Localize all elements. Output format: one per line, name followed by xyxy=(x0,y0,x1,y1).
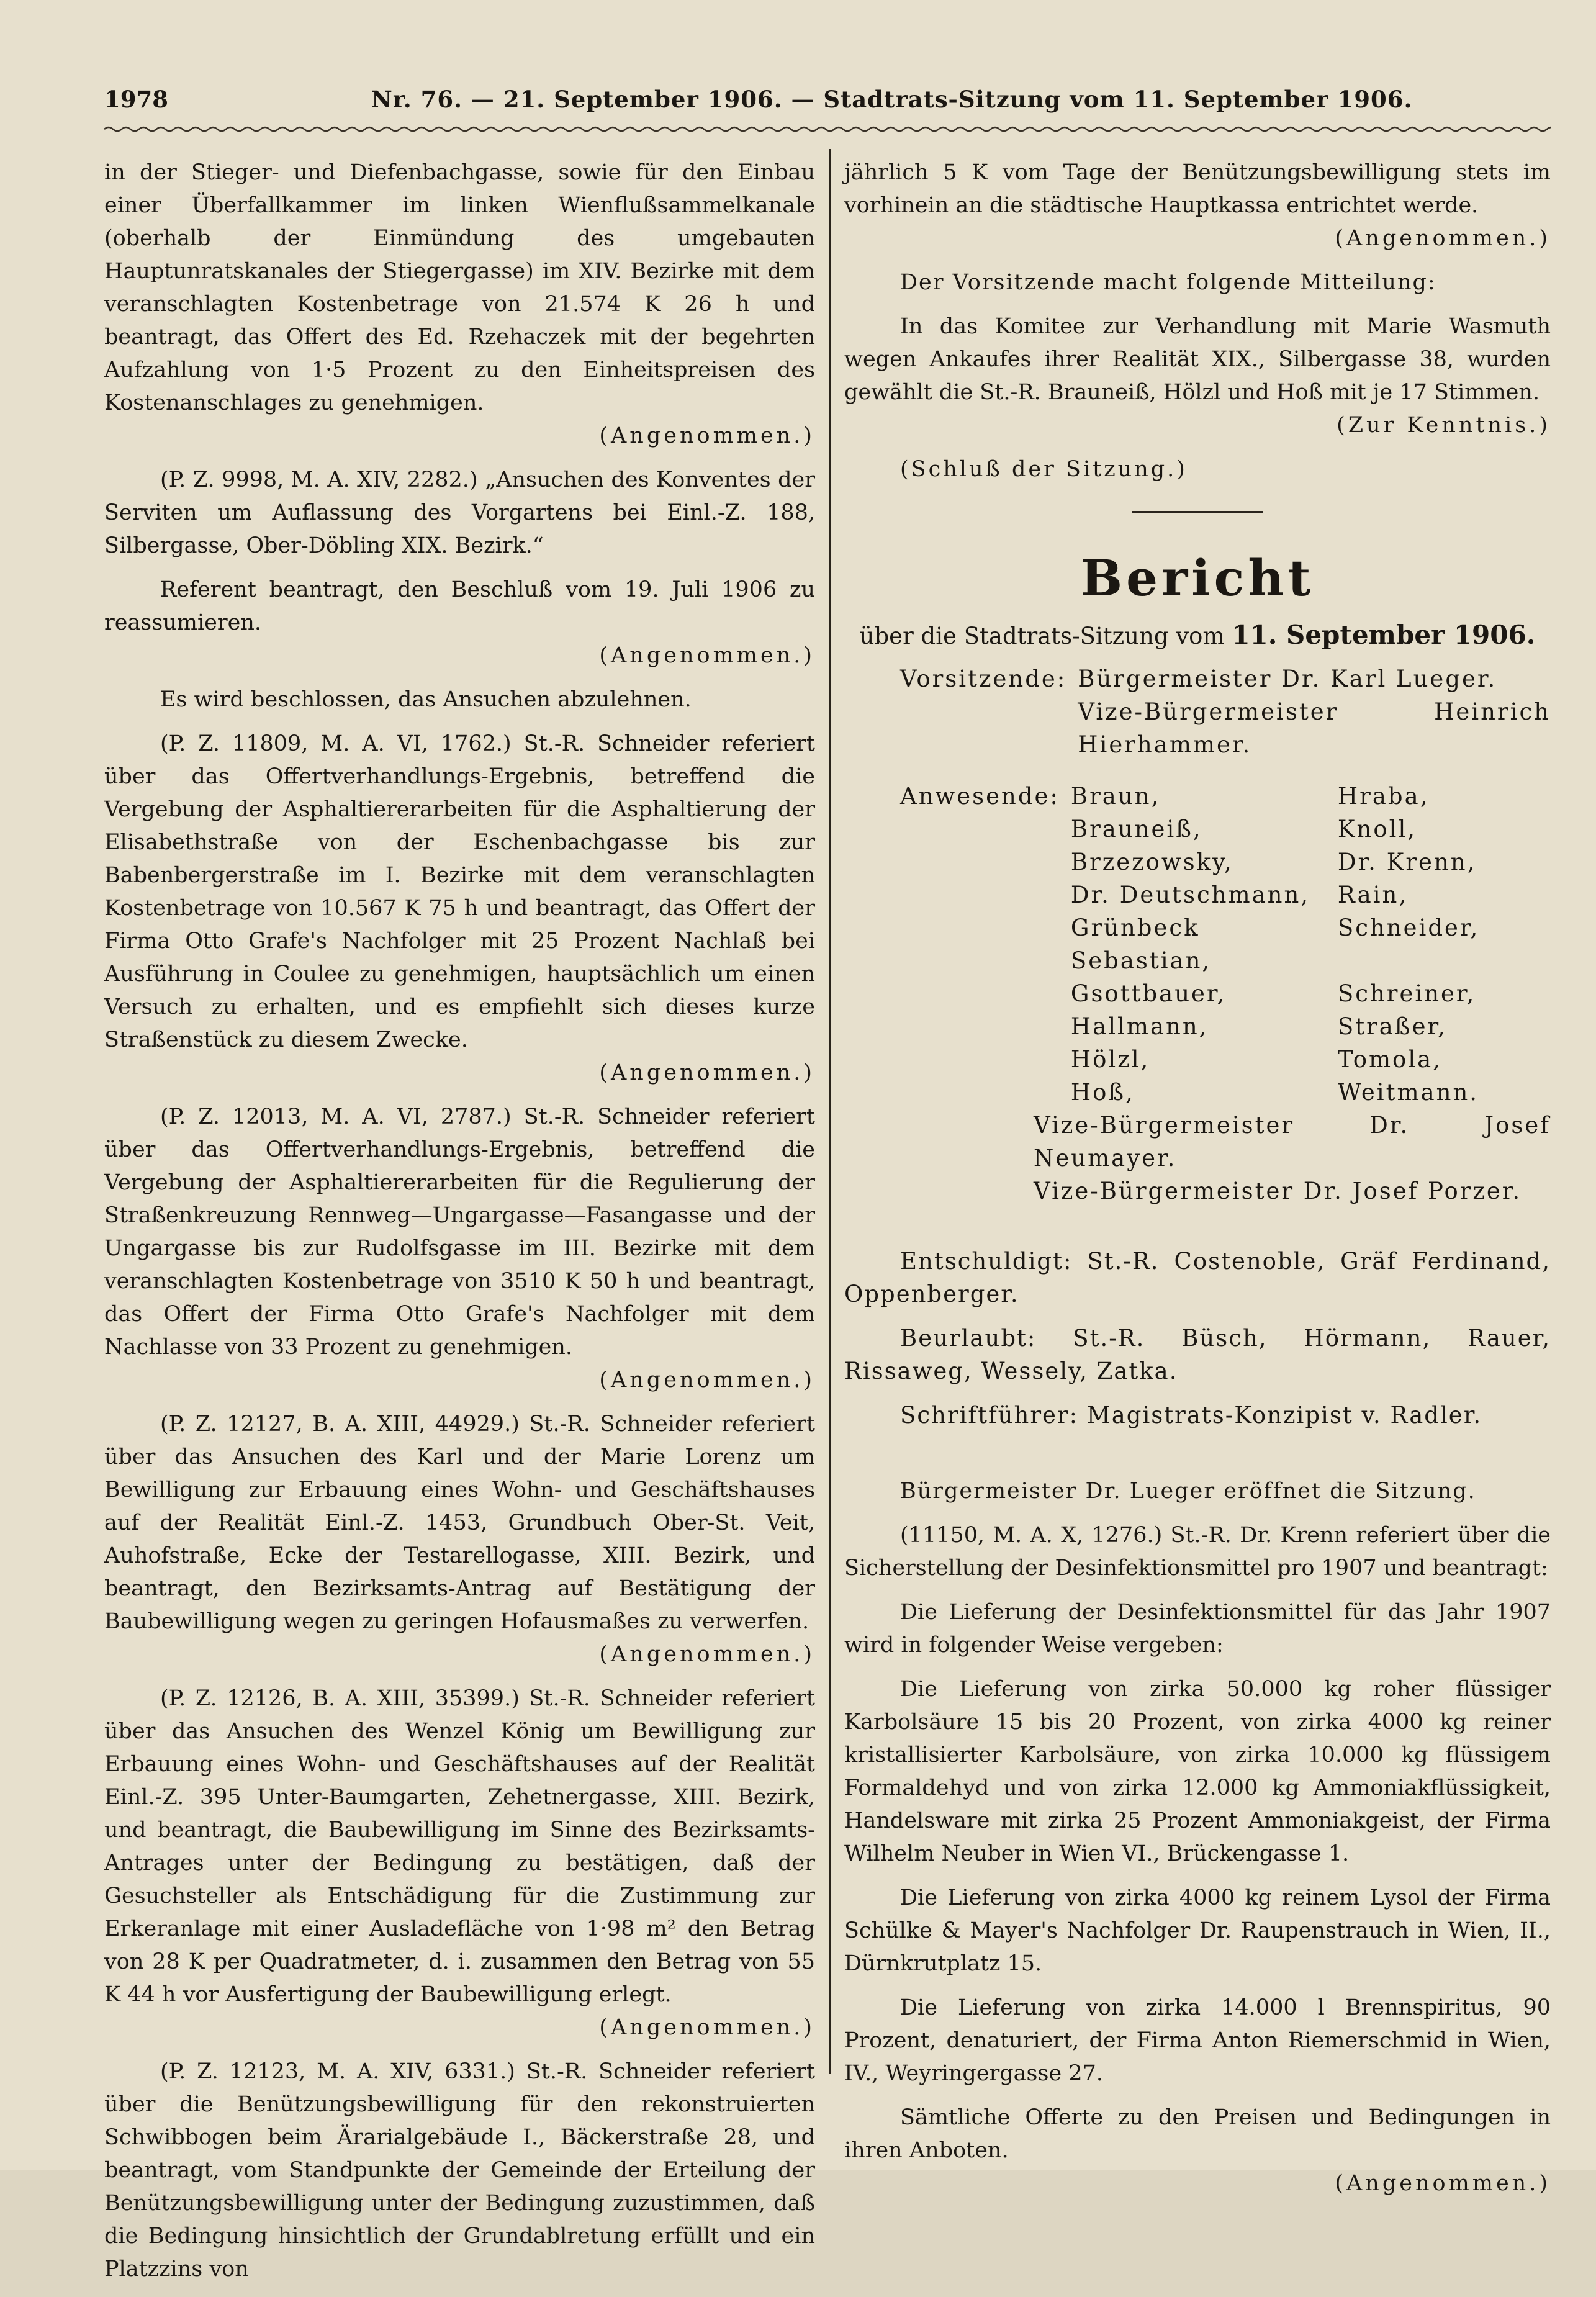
left-paragraph-5: (P. Z. 11809, M. A. VI, 1762.) St.-R. Schneider referiert über das Offertverhandlungs-Ergebnis, betreffend die Vergebung der Asphaltiererarbeiten für die Asphaltierung der Elisabethstraße von der Eschenbachgasse bis zur Babenbergerstraße im I. Bezirke mit dem veranschlagten Kostenbetrage von 10.567 K 75 h und beantragt, das Offert der Firma Otto Grafe's Nachfolger mit 25 Prozent Nachlaß bei Ausführung in Coulee zu genehmigen, hauptsächlich um einen Versuch zu erhalten, und es empfiehlt sich dieses kurze Straßenstück zu diesem Zwecke. (Angenommen.) xyxy=(104,728,815,1090)
vice-mayor-1: Vize-Bürgermeister Dr. Josef Neumayer. xyxy=(1034,1112,1551,1171)
attendee: Straßer, xyxy=(1337,1013,1447,1040)
chair-table xyxy=(900,662,1551,761)
zur-kenntnis-label: (Zur Kenntnis.) xyxy=(1337,413,1551,438)
attendee: Weitmann. xyxy=(1337,1079,1479,1106)
left-paragraph-8: (P. Z. 12126, B. A. XIII, 35399.) St.-R. Schneider referiert über das Ansuchen des Wenzel König um Bewilligung zur Erbauung eines Wohn- und Geschäftshauses auf der Realität Einl.-Z. 395 Unter-Baumgarten, Zehetnergasse, XIII. Bezirk, und beantragt, die Baubewilligung im Sinne des Bezirksamts-Antrages unter der Bedingung zu bestätigen, daß der Gesuchsteller als Entschädigung für die Zustimmung zur Erkeranlage mit einer Ausladefläche von 1·98 m² den Betrag von 28 K per Quadratmeter, d. i. zusammen den Betrag von 55 K 44 h vor Ausfertigung der Baubewilligung erlegt. (Angenommen.) xyxy=(104,1682,815,2044)
attendee: Hallmann, xyxy=(1070,1013,1209,1040)
attendee: Brzezowsky, xyxy=(1070,849,1233,875)
report-subheading: über die Stadtrats-Sitzung vom 11. September 1906. xyxy=(859,620,1536,650)
attendee: Hölzl, xyxy=(1070,1046,1150,1073)
angenommen-label: (Angenommen.) xyxy=(599,1642,815,1667)
delivery-intro: Die Lieferung der Desinfektionsmittel für das Jahr 1907 wird in folgender Weise vergeben: xyxy=(844,1600,1551,1658)
angenommen-label: (Angenommen.) xyxy=(599,643,815,668)
secretary: Schriftführer: Magistrats-Konzipist v. Radler. xyxy=(900,1402,1482,1428)
attendee: Dr. Deutschmann, xyxy=(1070,882,1310,908)
attendee: Schneider, xyxy=(1337,914,1480,941)
attendee: Grünbeck Sebastian, xyxy=(1070,914,1212,974)
opening: Bürgermeister Dr. Lueger eröffnet die Sitzung. xyxy=(900,1479,1476,1504)
attendee: Rain, xyxy=(1337,882,1409,908)
attendance-table xyxy=(900,780,1479,1109)
left-paragraph-3: Referent beantragt, den Beschluß vom 19. Juli 1906 zu reassumieren. (Angenommen.) xyxy=(104,574,815,672)
header-wavy-rule xyxy=(104,124,1551,134)
attendee: Brauneiß, xyxy=(1070,816,1202,842)
column-divider xyxy=(829,149,831,2074)
delivery-4: Sämtliche Offerte zu den Preisen und Bedingungen in ihren Anboten. (Angenommen.) xyxy=(844,2101,1551,2200)
left-paragraph-9: (P. Z. 12123, M. A. XIV, 6331.) St.-R. Schneider referiert über die Benützungsbewilligung für den rekonstruierten Schwibbogen beim Ärarialgebäude I., Bäckerstraße 28, und beantragt, vom Standpunkte der Gemeinde der Erteilung der Benützungsbewilligung unter der Bedingung zuzustimmen, daß die Bedingung hinsichtlich der Grundablretung erfüllt und ein Platzzins von xyxy=(104,2059,815,2281)
krenn-paragraph: (11150, M. A. X, 1276.) St.-R. Dr. Krenn referiert über die Sicherstellung der Desinfektionsmittel pro 1907 und beantragt: xyxy=(844,1523,1551,1581)
left-paragraph-1: in der Stieger- und Diefenbachgasse, sowie für den Einbau einer Überfallkammer im linken Wienflußsammelkanale (oberhalb der Einmündung des umgebauten Hauptunratskanales der Stiegergasse) im XIV. Bezirke mit dem veranschlagten Kostenbetrage von 21.574 K 26 h und beantragt, das Offert des Ed. Rzehaczek mit der begehrten Aufzahlung von 1·5 Prozent zu den Einheitspreisen des Kostenanschlages zu genehmigen. (Angenommen.) xyxy=(104,156,815,453)
attendee: Hraba, xyxy=(1337,783,1430,810)
vice-mayor-2: Vize-Bürgermeister Dr. Josef Porzer. xyxy=(1034,1178,1522,1204)
section-rule xyxy=(1132,511,1263,513)
right-column xyxy=(844,156,1551,2211)
left-paragraph-4: Es wird beschlossen, das Ansuchen abzulehnen. xyxy=(160,687,692,712)
attendee: Gsottbauer, xyxy=(1070,980,1227,1007)
running-title: Nr. 76. — 21. September 1906. — Stadtrats-Sitzung vom 11. September 1906. xyxy=(371,86,1413,113)
attendee: Knoll, xyxy=(1337,816,1417,842)
right-paragraph-1: jährlich 5 K vom Tage der Benützungsbewilligung stets im vorhinein an die städtische Hauptkassa entrichtet werde. (Angenommen.) xyxy=(844,156,1551,255)
report-date: 11. September 1906. xyxy=(1232,620,1536,650)
left-paragraph-6: (P. Z. 12013, M. A. VI, 2787.) St.-R. Schneider referiert über das Offertverhandlungs-Ergebnis, betreffend die Vergebung der Asphaltiererarbeiten für die Regulierung der Straßenkreuzung Rennweg—Ungargasse—Fasangasse und der Ungargasse bis zur Rudolfsgasse im III. Bezirke mit dem veranschlagten Kostenbetrage von 3510 K 50 h und beantragt, das Offert der Firma Otto Grafe's Nachfolger mit dem Nachlasse von 33 Prozent zu genehmigen. (Angenommen.) xyxy=(104,1101,815,1397)
attendees-label: Anwesende: xyxy=(900,783,1060,810)
delivery-1: Die Lieferung von zirka 50.000 kg roher flüssiger Karbolsäure 15 bis 20 Prozent, von zirka 4000 kg reiner kristallisierter Karbolsäure, von zirka 10.000 kg flüssigem Formaldehyd und von zirka 12.000 kg Ammoniakflüssigkeit, Handelsware mit zirka 25 Prozent Ammoniakgeist, der Firma Wilhelm Neuber in Wien VI., Brückengasse 1. xyxy=(844,1677,1551,1866)
attendee: Schreiner, xyxy=(1337,980,1476,1007)
chair-label: Vorsitzende: xyxy=(900,666,1067,692)
angenommen-label: (Angenommen.) xyxy=(1335,2171,1551,2196)
committee-paragraph: In das Komitee zur Verhandlung mit Marie Wasmuth wegen Ankaufes ihrer Realität XIX., Silbergasse 38, wurden gewählt die St.-R. Brauneiß, Hölzl und Hoß mit je 17 Stimmen. (Zur Kenntnis.) xyxy=(844,310,1551,442)
page-number: 1978 xyxy=(104,86,168,113)
left-column xyxy=(104,156,815,2297)
angenommen-label: (Angenommen.) xyxy=(599,2015,815,2040)
attendee: Braun, xyxy=(1070,783,1161,810)
angenommen-label: (Angenommen.) xyxy=(1335,226,1551,251)
left-paragraph-7: (P. Z. 12127, B. A. XIII, 44929.) St.-R. Schneider referiert über das Ansuchen des Karl und der Marie Lorenz um Bewilligung zur Erbauung eines Wohn- und Geschäftshauses auf der Realität Einl.-Z. 1453, Grundbuch Ober-St. Veit, Auhofstraße, Ecke der Testarellogasse, XIII. Bezirk, und beantragt, den Bezirksamts-Antrag auf Bestätigung der Baubewilligung wegen zu geringen Hofausmaßes zu verwerfen. (Angenommen.) xyxy=(104,1408,815,1671)
on-leave: Beurlaubt: St.-R. Büsch, Hörmann, Rauer, Rissaweg, Wessely, Zatka. xyxy=(844,1325,1551,1384)
page-header xyxy=(104,86,1551,123)
report-heading: Bericht xyxy=(1080,549,1315,607)
attendee: Hoß, xyxy=(1070,1079,1135,1106)
session-close: (Schluß der Sitzung.) xyxy=(900,457,1188,482)
left-paragraph-2: (P. Z. 9998, M. A. XIV, 2282.) „Ansuchen des Konventes der Serviten um Auflassung des Vorgartens bei Einl.-Z. 188, Silbergasse, Ober-Döbling XIX. Bezirk.“ xyxy=(104,467,815,558)
excused: Entschuldigt: St.-R. Costenoble, Gräf Ferdinand, Oppenberger. xyxy=(844,1248,1551,1307)
delivery-3: Die Lieferung von zirka 14.000 l Brennspiritus, 90 Prozent, denaturiert, der Firma Anton Riemerschmid in Wien, IV., Weyringergasse 27. xyxy=(844,1995,1551,2086)
chair-1: Bürgermeister Dr. Karl Lueger. xyxy=(1078,666,1497,692)
attendee: Dr. Krenn, xyxy=(1337,849,1477,875)
angenommen-label: (Angenommen.) xyxy=(599,1368,815,1392)
angenommen-label: (Angenommen.) xyxy=(599,1060,815,1085)
angenommen-label: (Angenommen.) xyxy=(599,423,815,448)
chair-2: Vize-Bürgermeister Heinrich Hierhammer. xyxy=(1078,698,1551,758)
attendee: Tomola, xyxy=(1337,1046,1442,1073)
delivery-2: Die Lieferung von zirka 4000 kg reinem Lysol der Firma Schülke & Mayer's Nachfolger Dr. Raupenstrauch in Wien, II., Dürnkrutplatz 15. xyxy=(844,1885,1551,1976)
chair-announcement: Der Vorsitzende macht folgende Mitteilung: xyxy=(900,270,1436,295)
